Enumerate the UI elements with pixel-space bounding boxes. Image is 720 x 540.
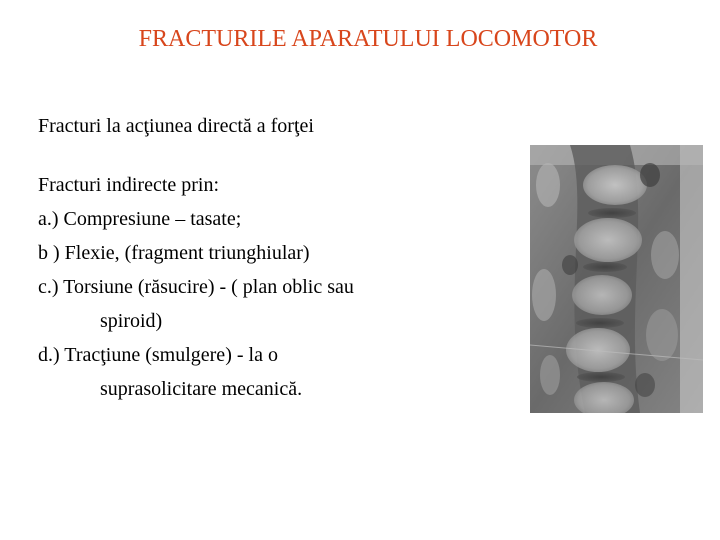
list-item-torsion-continued: spiroid) — [100, 310, 163, 332]
list-item-traction: d.) Tracţiune (smulgere) - la o — [38, 344, 278, 366]
xray-graphic — [530, 145, 703, 413]
spine-xray-image — [530, 145, 703, 413]
list-item-flexion: b ) Flexie, (fragment triunghiular) — [38, 242, 310, 264]
indirect-heading: Fracturi indirecte prin: — [38, 174, 220, 196]
list-item-traction-continued: suprasolicitare mecanică. — [100, 378, 303, 400]
direct-fracture-text — [38, 109, 508, 143]
indirect-fracture-list — [38, 168, 508, 406]
direct-fracture-line: Fracturi la acţiunea directă a forţei — [38, 115, 314, 137]
list-item-compression: a.) Compresiune – tasate; — [38, 208, 242, 230]
slide-title: FRACTURILE APARATULUI LOCOMOTOR — [138, 26, 598, 52]
list-item-torsion: c.) Torsiune (răsucire) - ( plan oblic sau — [38, 276, 354, 298]
